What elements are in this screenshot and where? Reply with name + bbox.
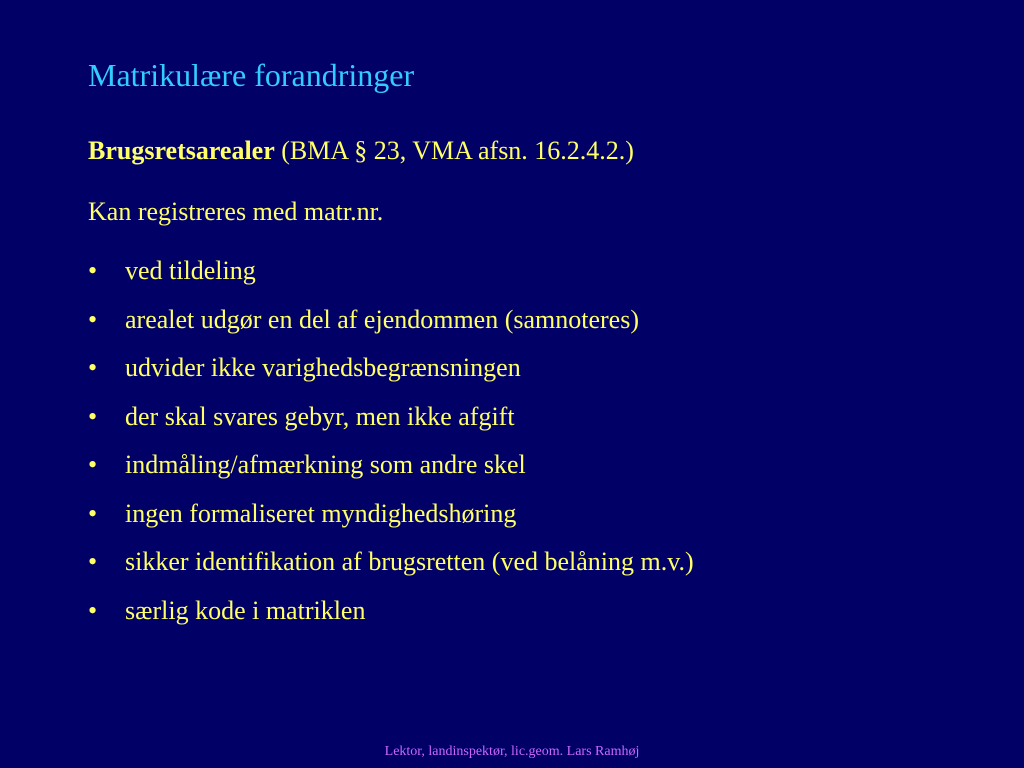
subtitle-reference: (BMA § 23, VMA afsn. 16.2.4.2.) (274, 136, 634, 165)
bullet-text: arealet udgør en del af ejendommen (samnoteres) (125, 304, 639, 334)
bullet-dot-icon: • (88, 450, 98, 479)
bullet-text: der skal svares gebyr, men ikke afgift (125, 401, 515, 431)
intro-text: Kan registreres med matr.nr. (88, 197, 384, 226)
bullet-text: særlig kode i matriklen (125, 595, 366, 625)
bullet-dot-icon: • (88, 401, 98, 431)
bullet-dot-icon: • (88, 498, 98, 528)
bullet-dot-icon: • (88, 595, 98, 625)
slide-subtitle (88, 136, 634, 166)
bullet-dot-icon: • (88, 256, 98, 285)
bullet-dot-icon: • (88, 353, 98, 382)
slide-title: Matrikulære forandringer (88, 57, 415, 93)
slide-footer: Lektor, landinspektør, lic.geom. Lars Ramhøj (384, 744, 640, 759)
bullet-dot-icon: • (88, 304, 98, 334)
subtitle-bold-term: Brugsretsarealer (88, 136, 275, 165)
bullet-text: udvider ikke varighedsbegrænsningen (125, 353, 521, 382)
bullet-text: ingen formaliseret myndighedshøring (125, 498, 517, 528)
bullet-text: ved tildeling (125, 256, 256, 285)
bullet-dot-icon: • (88, 547, 98, 576)
bullet-text: indmåling/afmærkning som andre skel (125, 450, 526, 479)
bullet-text: sikker identifikation af brugsretten (ved belåning m.v.) (125, 547, 694, 576)
